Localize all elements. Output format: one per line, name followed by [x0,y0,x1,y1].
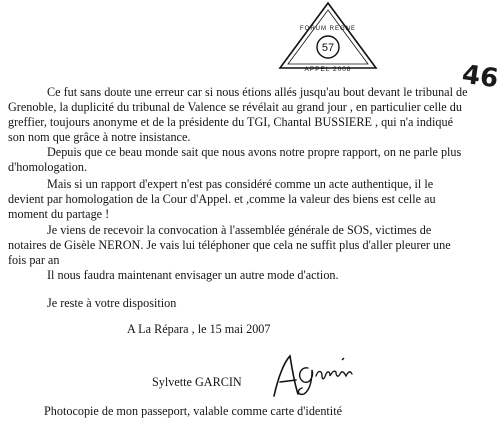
place-date: A La Répara , le 15 mai 2007 [127,322,271,336]
enclosure-note: Photocopie de mon passeport, valable comme carte d'identité [44,404,342,418]
stamp-bottom-text: APPEL 2008 [304,66,352,73]
letter-line: moment du partage ! [8,207,110,221]
closing-line: Je reste à votre disposition [47,296,177,310]
letter-line: Grenoble, la duplicité du tribunal de Valence se révélait au grand jour , en particulier celle du [8,100,462,114]
letter-line: fois par an [8,253,60,267]
letter-line: son nom que grâce à notre insistance. [8,130,191,144]
letter-line: devient par homologation de la Cour d'Appel. et ,comme la valeur des biens est celle au [8,192,436,206]
signatory-name: Sylvette GARCIN [152,375,242,389]
association-stamp [277,0,379,72]
letter-line: Je viens de recevoir la convocation à l'assemblée générale de SOS, victimes de [47,223,432,237]
letter-line: Il nous faudra maintenant envisager un autre mode d'action. [47,268,339,282]
handwritten-signature [268,348,360,404]
letter-line: Ce fut sans doute une erreur car si nous étions allés jusqu'au bout devant le tribunal de [47,85,468,99]
letter-line: greffier, toujours anonyme et de la présidente du TGI, Chantal BUSSIERE , qui n'a indiqué [8,115,453,129]
handwritten-page-number: 46 [460,59,500,95]
letter-line: d'homologation. [8,160,88,174]
letter-line: notaires de Gisèle NERON. Je vais lui téléphoner que cela ne suffit plus d'aller pleurer une [8,238,451,252]
stamp-top-text: FORUM REGNE [300,26,356,32]
letter-line: Depuis que ce beau monde sait que nous avons notre propre rapport, on ne parle plus [47,145,462,159]
stamp-number: 57 [321,42,335,54]
letter-line: Mais si un rapport d'expert n'est pas considéré comme un acte authentique, il le [47,177,434,191]
